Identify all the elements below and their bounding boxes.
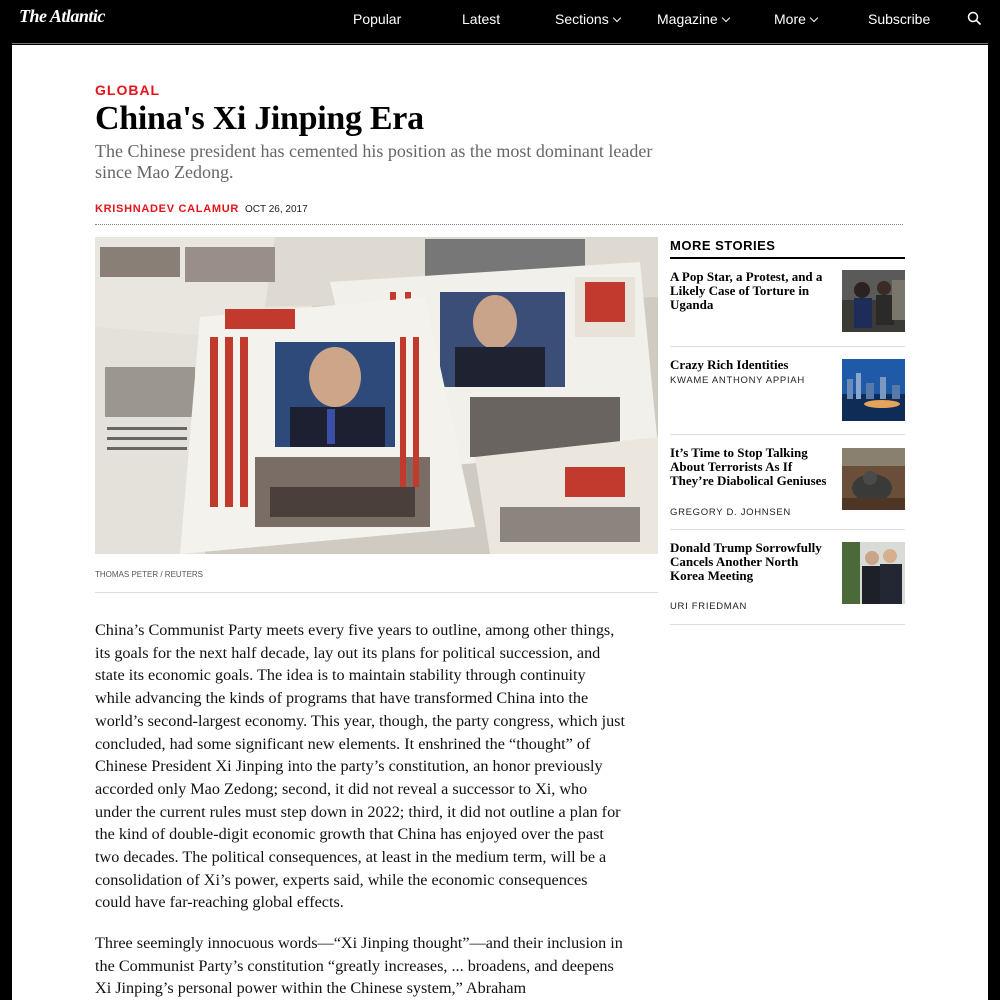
trump-photo	[842, 542, 905, 604]
story-author: KWAME ANTHONY APPIAH	[670, 375, 805, 386]
nav-more-label: More	[774, 11, 806, 27]
protest-photo	[842, 270, 905, 332]
chevron-down-icon	[810, 14, 818, 22]
divider	[12, 43, 988, 44]
nav-latest[interactable]	[462, 11, 500, 27]
nav-subscribe-label: Subscribe	[868, 11, 931, 27]
article-dek: The Chinese president has cemented his position as the most dominant leader since Mao Zedong.	[95, 141, 653, 182]
story-title[interactable]: A Pop Star, a Protest, and a Likely Case of Torture in Uganda	[670, 269, 823, 312]
divider	[95, 224, 903, 225]
nav-more[interactable]	[774, 11, 817, 27]
divider	[670, 346, 905, 347]
city-skyline-photo	[842, 359, 905, 421]
soldiers-photo	[842, 448, 905, 510]
story-card[interactable]	[670, 541, 905, 625]
nav-magazine[interactable]	[657, 11, 729, 27]
author-link[interactable]: KRISHNADEV CALAMUR	[95, 203, 239, 215]
more-stories-heading: MORE STORIES	[670, 238, 776, 253]
story-title[interactable]: Crazy Rich Identities	[670, 357, 789, 372]
story-title[interactable]: Donald Trump Sorrowfully Cancels Another North Korea Meeting	[670, 540, 822, 583]
logo-text: The Atlantic	[19, 6, 105, 26]
article-paragraph: China’s Communist Party meets every five years to outline, among other things, its goals for the next half decade, lay out its plans for political succession, and state its economic goals. The idea is to maintain stability through continuity while advancing the kinds of programs that have transformed China into the world’s second-largest economy. This year, though, the party congress, which just concluded, had some significant new elements. It enshrined the “thought” of Chinese President Xi Jinping into the party’s constitution, an honor previously accorded only Mao Zedong; second, it did not reveal a successor to Xi, who under the current rules must step down in 2022; third, it did not outline a plan for the kind of double-digit economic growth that China has enjoyed over the past two decades. The political consequences, at least in the medium term, will be a consolidation of Xi’s power, experts said, while the economic consequences could have far-reaching global effects.	[95, 621, 625, 912]
hero-image	[95, 237, 658, 554]
nav-popular[interactable]	[353, 11, 401, 27]
divider	[670, 257, 905, 259]
story-card[interactable]	[670, 358, 905, 435]
chevron-down-icon	[612, 14, 620, 22]
section-kicker[interactable]: GLOBAL	[95, 82, 161, 98]
article-paragraph: Three seemingly innocuous words—“Xi Jinping thought”—and their inclusion in the Communist Party’s constitution “greatly increases, ... broadens, and deepens Xi Jinping’s personal power within the Chinese system,” Abraham	[95, 934, 623, 998]
divider	[95, 592, 658, 593]
story-thumbnail[interactable]	[842, 448, 905, 510]
nav-latest-label: Latest	[462, 11, 501, 27]
article-headline: China's Xi Jinping Era	[95, 100, 424, 137]
divider	[670, 529, 905, 530]
publish-date: OCT 26, 2017	[245, 204, 308, 215]
story-thumbnail[interactable]	[842, 542, 905, 604]
chevron-down-icon	[721, 14, 729, 22]
image-credit: THOMAS PETER / REUTERS	[95, 570, 204, 579]
story-author: GREGORY D. JOHNSEN	[670, 507, 791, 518]
top-nav	[0, 0, 1000, 38]
story-thumbnail[interactable]	[842, 270, 905, 332]
search-icon[interactable]	[967, 11, 982, 26]
divider	[670, 434, 905, 435]
nav-sections-label: Sections	[555, 11, 609, 27]
newspapers-photo	[95, 237, 658, 554]
story-card[interactable]	[670, 446, 905, 530]
story-title[interactable]: It’s Time to Stop Talking About Terrorists As If They’re Diabolical Geniuses	[670, 445, 827, 488]
atlantic-logo[interactable]	[19, 6, 105, 27]
story-card[interactable]	[670, 270, 905, 347]
byline	[95, 203, 308, 215]
story-thumbnail[interactable]	[842, 359, 905, 421]
nav-magazine-label: Magazine	[657, 11, 718, 27]
divider	[670, 624, 905, 625]
nav-sections[interactable]	[555, 11, 620, 27]
story-author: URI FRIEDMAN	[670, 601, 748, 612]
nav-subscribe[interactable]	[868, 11, 930, 27]
nav-popular-label: Popular	[353, 11, 402, 27]
